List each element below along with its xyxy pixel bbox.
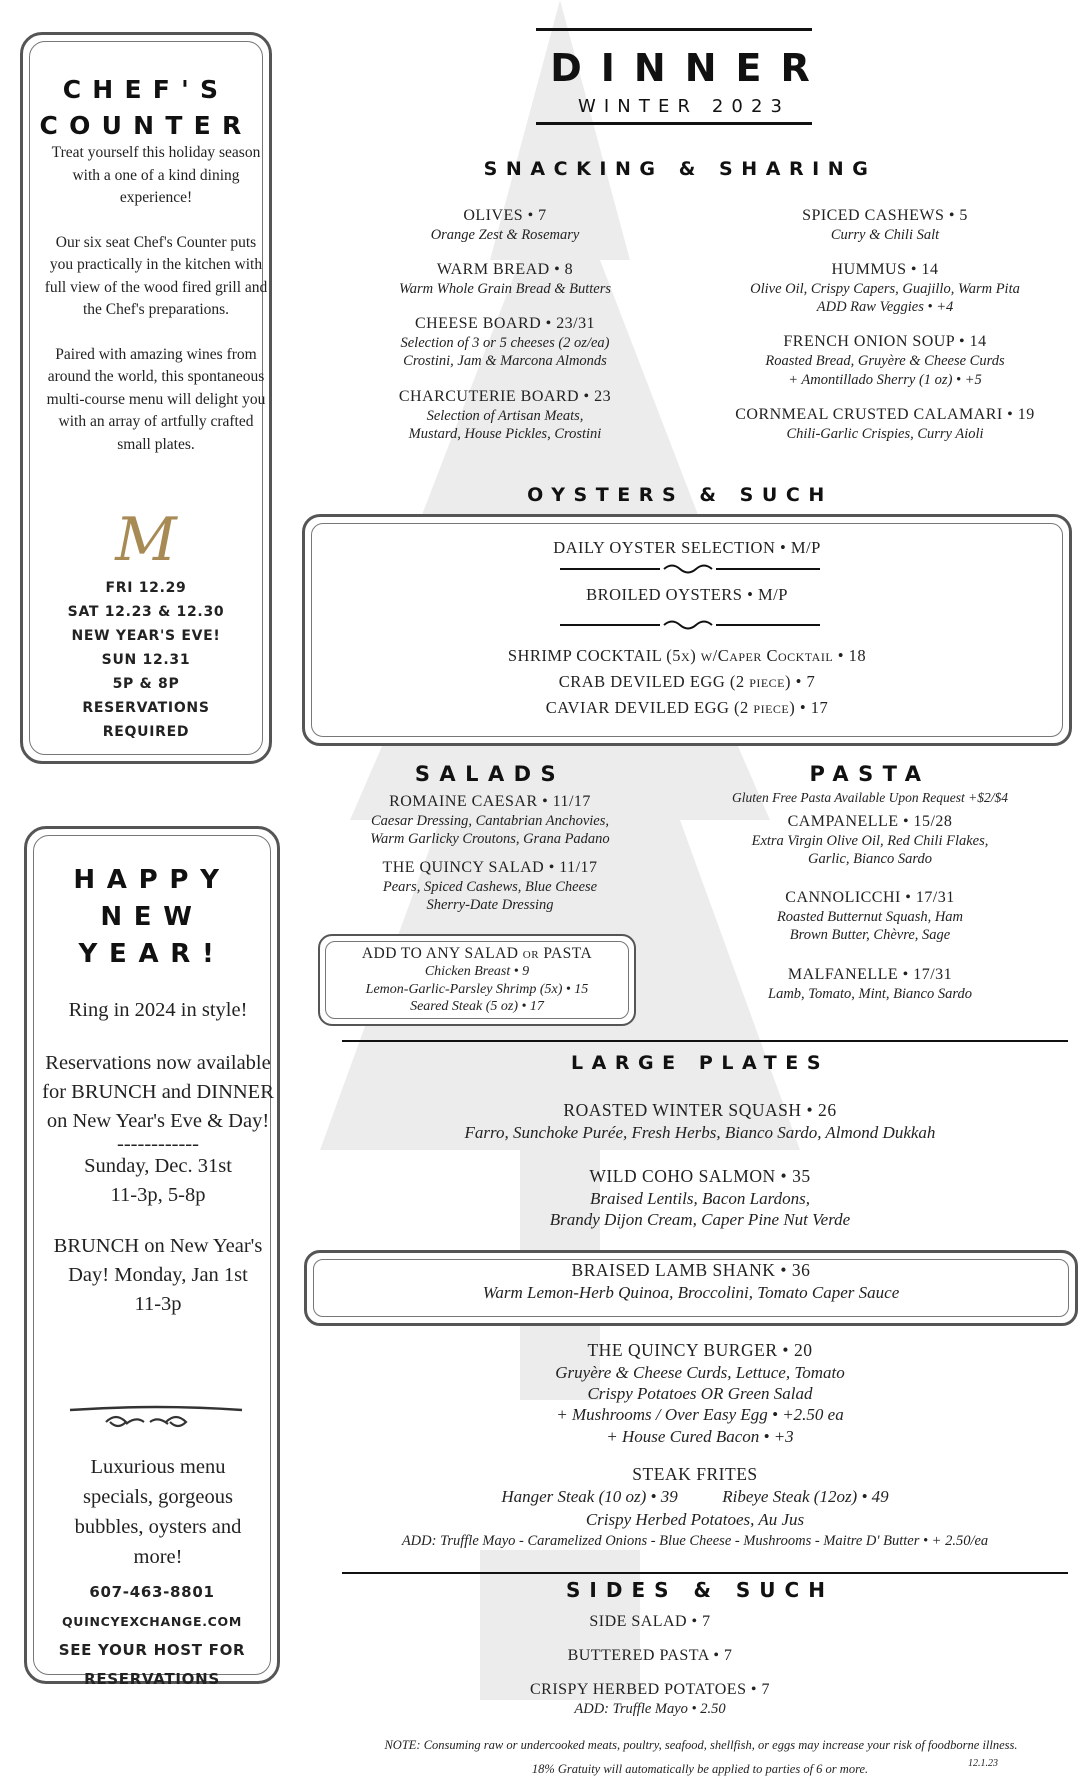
menu-item: CORNMEAL CRUSTED CALAMARI • 19 Chili-Garlic Crispies, Curry Aioli xyxy=(735,405,1035,442)
menu-item: CANNOLICCHI • 17/31 Roasted Butternut Squash, Ham Brown Butter, Chèvre, Sage xyxy=(776,889,964,944)
header-rule-bottom xyxy=(536,122,812,125)
sunday-hours: 11-3p, 5-8p xyxy=(110,1184,206,1206)
chefs-counter-text xyxy=(44,142,268,456)
oyster-broiled: BROILED OYSTERS • M/P xyxy=(586,585,788,604)
gluten-free-note: Gluten Free Pasta Available Upon Request +$2/$4 xyxy=(731,790,1009,805)
ornament-divider-icon xyxy=(560,618,820,632)
steak-frites-item: STEAK FRITES Hanger Steak (10 oz) • 39 Ribeye Steak (12oz) • 49 Crispy Herbed Potatoes, Au Jus ADD: Truffle Mayo - Caramelized Onions - Blue Cheese - Mushrooms - Maitre D' Butter • + 2.50/ea xyxy=(401,1464,989,1550)
menu-item: CAMPANELLE • 15/28 Extra Virgin Olive Oil, Red Chili Flakes, Garlic, Bianco Sardo xyxy=(751,813,989,868)
brunch-text: BRUNCH on New Year's Day! Monday, Jan 1st xyxy=(53,1235,263,1286)
brunch-hours: 11-3p xyxy=(134,1293,182,1315)
menu-item: SPICED CASHEWS • 5 Curry & Chili Salt xyxy=(802,207,968,243)
gratuity-note: 18% Gratuity will automatically be applied to parties of 6 or more. xyxy=(531,1762,869,1776)
menu-item: HUMMUS • 14 Olive Oil, Crispy Capers, Guajillo, Warm Pita ADD Raw Veggies • +4 xyxy=(750,261,1020,316)
chefs-counter-wines: Paired with amazing wines from around the world, this spontaneous multi-course menu will delight you with an array of artfully crafted small plates. xyxy=(46,345,266,453)
menu-item: CHEESE BOARD • 23/31 Selection of 3 or 5 cheeses (2 oz/ea) Crostini, Jam & Marcona Almonds xyxy=(400,315,610,370)
section-title-salads: SALADS xyxy=(414,762,566,786)
section-rule xyxy=(342,1040,1068,1042)
chefs-counter-title: CHEF'S COUNTER xyxy=(39,75,253,140)
contact-block xyxy=(32,1578,272,1694)
crab-deviled-egg: CRAB DEVILED EGG (2 piece) • 7 xyxy=(558,672,816,691)
phone-number[interactable]: 607-463-8801 xyxy=(89,1583,215,1601)
host-text-2: RESERVATIONS xyxy=(84,1670,220,1688)
menu-item: CHARCUTERIE BOARD • 23 Selection of Artisan Meats, Mustard, House Pickles, Crostini xyxy=(398,387,612,442)
foodborne-note: NOTE: Consuming raw or undercooked meats, poultry, seafood, shellfish, or eggs may increase your risk of foodborne illness. xyxy=(384,1738,1018,1752)
section-title-large-plates: LARGE PLATES xyxy=(570,1052,830,1074)
burger-item: THE QUINCY BURGER • 20 Gruyère & Cheese Curds, Lettuce, Tomato Crispy Potatoes OR Green Salad + Mushrooms / Over Easy Egg • +2.50 ea + House Cured Bacon • +3 xyxy=(555,1340,845,1446)
caviar-deviled-egg: CAVIAR DEVILED EGG (2 piece) • 17 xyxy=(545,698,829,717)
side-item: SIDE SALAD • 7 xyxy=(589,1613,711,1630)
side-add: ADD: Truffle Mayo • 2.50 xyxy=(574,1701,726,1717)
happy-new-year-text xyxy=(40,996,276,1319)
menu-item: ROMAINE CAESAR • 11/17 Caesar Dressing, Cantabrian Anchovies, Warm Garlicky Croutons, Grana Padano xyxy=(370,793,610,848)
snacking-right-column xyxy=(700,206,1070,443)
section-title-snacking: SNACKING & SHARING xyxy=(483,158,877,180)
menu-item: THE QUINCY SALAD • 11/17 Pears, Spiced Cashews, Blue Cheese Sherry-Date Dressing xyxy=(382,859,598,914)
menu-subtitle: WINTER 2023 xyxy=(578,96,791,117)
website-link[interactable]: QUINCYEXCHANGE.COM xyxy=(61,1614,242,1629)
menu-item: MALFANELLE • 17/31 Lamb, Tomato, Mint, Bianco Sardo xyxy=(768,965,972,1002)
squash-item: ROASTED WINTER SQUASH • 26 Farro, Sunchoke Purée, Fresh Herbs, Bianco Sardo, Almond Dukkah xyxy=(464,1100,936,1142)
oyster-daily: DAILY OYSTER SELECTION • M/P xyxy=(553,538,821,557)
monogram-logo: M xyxy=(115,505,177,575)
luxurious-text: Luxurious menu specials, gorgeous bubbles, oysters and more! xyxy=(74,1456,242,1568)
salads-list xyxy=(330,792,650,915)
flourish-divider-icon xyxy=(66,1400,246,1434)
section-title-sides: SIDES & SUCH xyxy=(566,1578,834,1602)
host-text-1: SEE YOUR HOST FOR xyxy=(58,1641,246,1659)
print-date: 12.1.23 xyxy=(968,1758,998,1769)
menu-item: WARM BREAD • 8 Warm Whole Grain Bread & Butters xyxy=(399,261,611,298)
section-rule xyxy=(342,1572,1068,1574)
lamb-shank-item: BRAISED LAMB SHANK • 36 Warm Lemon-Herb Quinoa, Broccolini, Tomato Caper Sauce xyxy=(482,1260,900,1302)
pasta-list xyxy=(690,812,1050,1003)
divider-text: ------------ xyxy=(117,1133,199,1155)
snacking-left-column xyxy=(350,206,660,443)
chefs-counter-description: Our six seat Chef's Counter puts you practically in the kitchen with full view of the wood fired grill and the Chef's preparations. xyxy=(44,233,268,318)
ring-in-text: Ring in 2024 in style! xyxy=(68,999,248,1021)
chefs-counter-intro: Treat yourself this holiday season with a one of a kind dining experience! xyxy=(51,144,261,206)
sunday-text: Sunday, Dec. 31st xyxy=(84,1155,232,1177)
section-title-pasta: PASTA xyxy=(809,762,931,786)
menu-item: OLIVES • 7 Orange Zest & Rosemary xyxy=(430,207,580,243)
shrimp-cocktail: SHRIMP COCKTAIL (5x) w/Caper Cocktail • 18 xyxy=(507,646,867,665)
reservations-text: Reservations now available for BRUNCH and DINNER on New Year's Eve & Day! xyxy=(42,1052,274,1132)
add-to-salad-list: ADD TO ANY SALAD or PASTA Chicken Breast • 9 Lemon-Garlic-Parsley Shrimp (5x) • 15 Seared Steak (5 oz) • 17 xyxy=(361,945,593,1015)
side-item: BUTTERED PASTA • 7 xyxy=(567,1647,733,1664)
chefs-counter-dates: FRI 12.29 SAT 12.23 & 12.30 NEW YEAR'S EVE! SUN 12.31 5P & 8P RESERVATIONS REQUIRED xyxy=(67,580,225,740)
ornament-divider-icon xyxy=(560,562,820,576)
menu-title: DINNER xyxy=(550,46,829,90)
salmon-item: WILD COHO SALMON • 35 Braised Lentils, Bacon Lardons, Brandy Dijon Cream, Caper Pine Nut Verde xyxy=(549,1166,851,1230)
section-title-oysters: OYSTERS & SUCH xyxy=(527,484,833,506)
sides-list xyxy=(440,1612,860,1718)
side-item: CRISPY HERBED POTATOES • 7 xyxy=(530,1681,770,1698)
menu-item: FRENCH ONION SOUP • 14 Roasted Bread, Gruyère & Cheese Curds + Amontillado Sherry (1 oz) • +5 xyxy=(765,333,1005,388)
happy-new-year-title: HAPPY NEW YEAR! xyxy=(73,865,231,969)
header-rule-top xyxy=(536,28,812,31)
